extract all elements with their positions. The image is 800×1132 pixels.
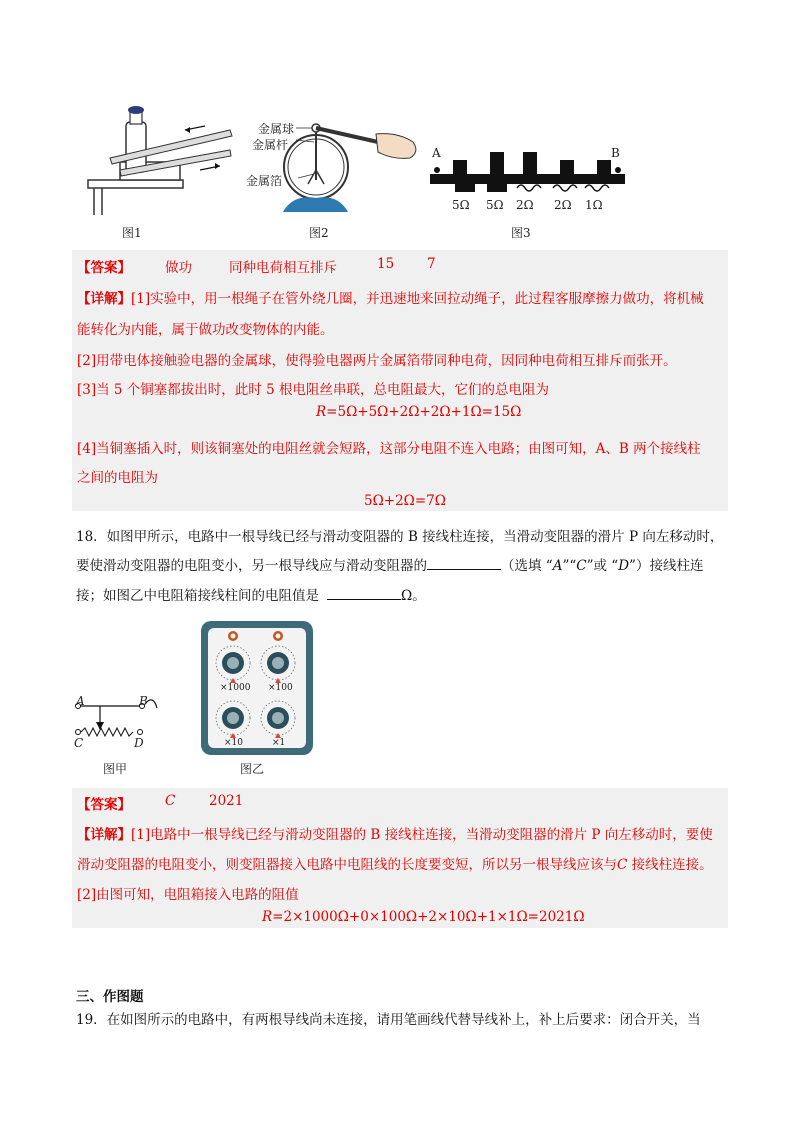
question-19: 19．在如图所示的电路中，有两根导线尚未连接，请用笔画线代替导线补上，补上后要求：闭合开关，当 (76, 1012, 701, 1028)
option-or: ”或 “ (586, 558, 619, 574)
fig3-resistor-4: 2Ω (554, 198, 572, 212)
label-metal-rod: 金属杆 (252, 138, 289, 152)
detail-3: [3]当 5 个铜塞都拔出时，此时 5 根电阻丝串联，总电阻最大，它们的总电阻为 (77, 382, 549, 398)
detail-1-line-2-c: C (617, 857, 628, 873)
q18-detail-line-1 (77, 823, 713, 843)
equation-1-var: R (316, 404, 327, 420)
q17-detail-line-1 (77, 287, 704, 307)
q18-line-3-unit: Ω。 (401, 588, 426, 604)
q17-answer-row (77, 256, 436, 276)
equation-2: 5Ω+2Ω=7Ω (364, 493, 446, 509)
equation-3-rest: =2×1000Ω+0×100Ω+2×10Ω+1×1Ω=2021Ω (272, 909, 585, 925)
fig3-resistor-5: 1Ω (585, 198, 603, 212)
answer-1: C (165, 793, 176, 809)
detail-2: [2]用带电体接触验电器的金属球，使得验电器两片金属箔带同种电荷，因同种电荷相互排斥而张开。 (77, 353, 677, 369)
figure-jia-caption: 图甲 (103, 762, 128, 776)
fig3-resistor-3: 2Ω (516, 198, 534, 212)
figure-3-caption: 图3 (511, 226, 531, 240)
detail-2: [2]由图可知，电阻箱接入电路的阻值 (77, 887, 299, 903)
fig3-resistor-2: 5Ω (486, 198, 504, 212)
multiplier-x1000: ×1000 (220, 683, 251, 693)
option-a: A (552, 558, 563, 574)
q18-line-3-text: 接；如图乙中电阻箱接线柱间的电阻值是 (76, 588, 319, 604)
q18-line-1: 18．如图甲所示，电路中一根导线已经与滑动变阻器的 B 接线柱连接，当滑动变阻器的滑片 P 向左移动时， (76, 529, 724, 545)
q18-line-3 (76, 584, 426, 604)
q18-answer-row (77, 793, 244, 813)
detail-1-line-1: [1]实验中，用一根绳子在管外绕几圈，并迅速地来回拉动绳子，此过程客服摩擦力做功，将机械 (131, 291, 704, 307)
detail-1-line-2-b: 接线柱连接。 (627, 857, 713, 873)
blank-2 (327, 587, 401, 600)
rheostat-label-a: A (76, 694, 85, 708)
detail-4-line-2: 之间的电阻为 (77, 470, 158, 486)
multiplier-x1: ×1 (272, 738, 286, 748)
equation-3 (262, 909, 585, 925)
section-3-title: 三、作图题 (76, 989, 144, 1005)
figure-1-caption: 图1 (122, 226, 142, 240)
answer-2: 2021 (209, 793, 244, 809)
figure-yi-resistance-box (200, 620, 314, 756)
answer-3: 15 (377, 256, 395, 272)
fig3-terminal-b: B (611, 146, 620, 160)
label-metal-foil: 金属箔 (246, 174, 283, 188)
q18-line-2-text: 要使滑动变阻器的电阻变小，另一根导线应与滑动变阻器的 (76, 558, 427, 574)
q18-detail-line-2 (77, 853, 713, 873)
equation-3-var: R (262, 909, 273, 925)
answer-2: 同种电荷相互排斥 (229, 260, 337, 276)
answer-4: 7 (427, 256, 436, 272)
label-metal-ball: 金属球 (258, 122, 295, 136)
option-sep: ”“ (562, 558, 577, 574)
rheostat-label-c: C (74, 736, 84, 750)
answer-tag: 【答案】 (77, 797, 131, 813)
detail-1-line-1: [1]电路中一根导线已经与滑动变阻器的 B 接线柱连接，当滑动变阻器的滑片 P 向左移动时，要使 (131, 827, 713, 843)
rheostat-label-d: D (134, 736, 144, 750)
equation-1 (316, 404, 521, 420)
equation-1-rest: =5Ω+5Ω+2Ω+2Ω+1Ω=15Ω (326, 404, 522, 420)
detail-1-line-2: 能转化为内能，属于做功改变物体的内能。 (77, 322, 334, 338)
option-c: C (576, 558, 587, 574)
figure-2-caption: 图2 (309, 226, 329, 240)
detail-tag: 【详解】 (77, 291, 131, 307)
multiplier-x100: ×100 (268, 683, 293, 693)
answer-tag: 【答案】 (77, 260, 131, 276)
figure-yi-caption: 图乙 (240, 762, 265, 776)
figure-jia-rheostat (70, 692, 170, 752)
answer-1: 做功 (165, 260, 192, 276)
blank-1 (427, 557, 501, 570)
q18-line-2-paren: （选填 “ (501, 558, 553, 574)
option-d: D (618, 558, 630, 574)
detail-1-line-2-a: 滑动变阻器的电阻变小，则变阻器接入电路中电阻线的长度要变短，所以另一根导线应该与 (77, 857, 617, 873)
detail-tag: 【详解】 (77, 827, 131, 843)
fig3-terminal-a: A (432, 146, 441, 160)
detail-4-line-1: [4]当铜塞插入时，则该铜塞处的电阻丝就会短路，这部分电阻不连入电路；由图可知，A、B 两个接线柱 (77, 441, 701, 457)
multiplier-x10: ×10 (224, 738, 243, 748)
q18-line-2-end: ”）接线柱连 (629, 558, 704, 574)
fig3-resistor-1: 5Ω (452, 198, 470, 212)
q18-line-2 (76, 554, 703, 574)
figure-1-friction-tube (80, 100, 240, 218)
rheostat-label-b: B (139, 694, 148, 708)
